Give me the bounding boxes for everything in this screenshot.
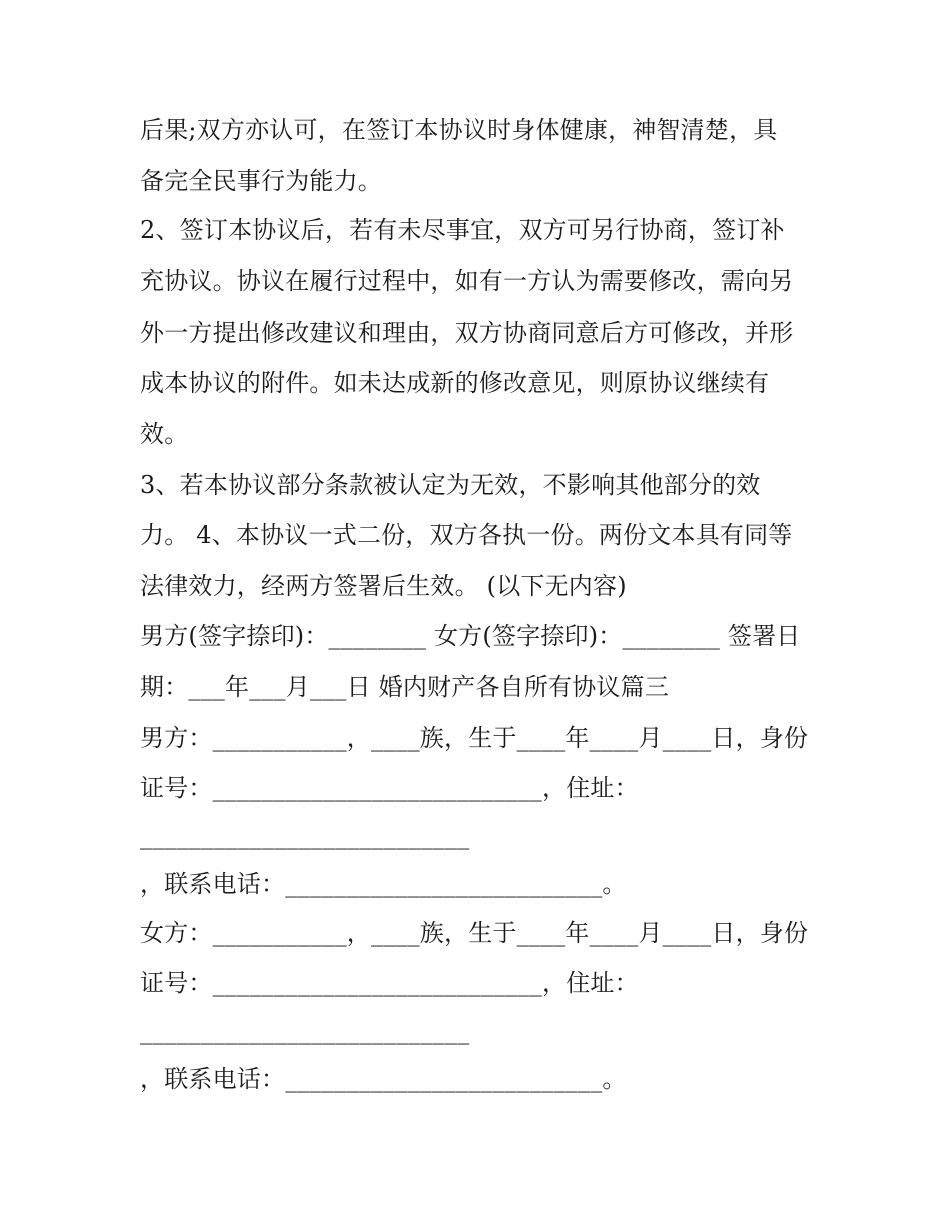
text-line-11: 男方(签字捺印)：________ 女方(签字捺印)：________ 签署日 bbox=[140, 622, 801, 650]
text-line-2: 备完全民事行为能力。 bbox=[140, 167, 382, 195]
text-line-20: ，联系电话：__________________________。 bbox=[140, 1065, 627, 1093]
text-line-12: 期：___年___月___日 婚内财产各自所有协议篇三 bbox=[140, 673, 670, 701]
text-line-4: 充协议。协议在履行过程中，如有一方认为需要修改，需向另 bbox=[140, 267, 794, 295]
text-line-19: ___________________________ bbox=[140, 1017, 470, 1045]
text-line-7: 效。 bbox=[140, 420, 189, 448]
text-line-14: 证号：___________________________，住址： bbox=[140, 774, 639, 802]
text-line-5: 外一方提出修改建议和理由，双方协商同意后方可修改，并形 bbox=[140, 319, 794, 347]
text-line-17: 女方：___________，____族，生于____年____月____日，身份 bbox=[140, 919, 809, 947]
text-line-8: 3、若本协议部分条款被认定为无效，不影响其他部分的效 bbox=[140, 471, 761, 499]
text-line-10: 法律效力，经两方签署后生效。 (以下无内容) bbox=[140, 572, 627, 600]
text-line-13: 男方：___________，____族，生于____年____月____日，身份 bbox=[140, 724, 809, 752]
text-line-15: ___________________________ bbox=[140, 822, 470, 850]
text-line-1: 后果;双方亦认可，在签订本协议时身体健康，神智清楚，具 bbox=[140, 116, 778, 144]
text-line-18: 证号：___________________________，住址： bbox=[140, 969, 639, 997]
text-line-6: 成本协议的附件。如未达成新的修改意见，则原协议继续有 bbox=[140, 369, 770, 397]
text-line-9: 力。 4、本协议一式二份，双方各执一份。两份文本具有同等 bbox=[140, 521, 793, 549]
text-line-3: 2、签订本协议后，若有未尽事宜，双方可另行协商，签订补 bbox=[140, 216, 785, 244]
text-line-16: ，联系电话：__________________________。 bbox=[140, 870, 627, 898]
